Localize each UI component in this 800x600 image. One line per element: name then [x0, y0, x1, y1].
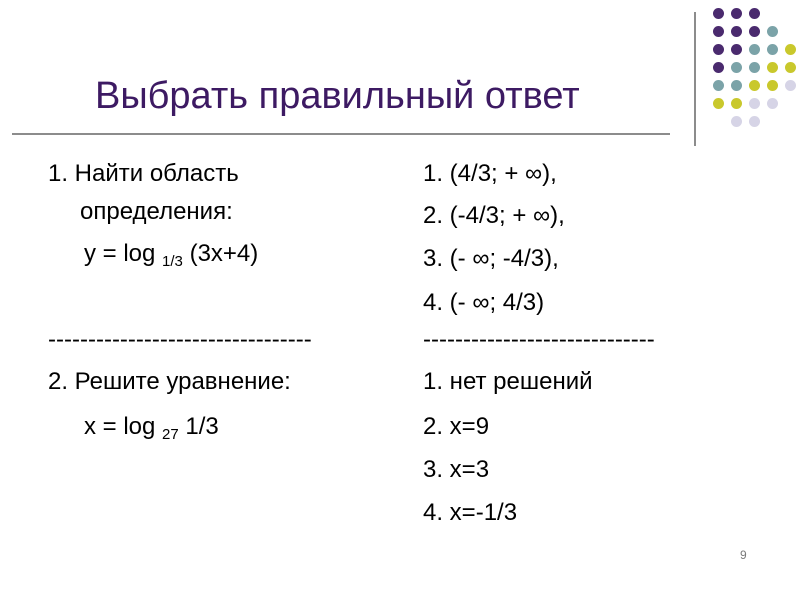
dot-purple — [713, 26, 724, 37]
dot-purple — [713, 44, 724, 55]
separator-right: ----------------------------- — [423, 326, 655, 353]
dot-teal — [731, 80, 742, 91]
formula-argument: 1/3 — [178, 413, 219, 440]
dot-purple — [713, 8, 724, 19]
dot-yellow — [785, 44, 796, 55]
task2-option-4: 4. x=-1/3 — [423, 499, 518, 526]
task2-formula — [84, 413, 219, 441]
dot-yellow — [785, 62, 796, 73]
task1-option-4: 4. (- ∞; 4/3) — [423, 289, 545, 316]
task2-option-1: 1. нет решений — [423, 368, 593, 395]
dot-lavender — [767, 98, 778, 109]
formula-prefix: x = log — [84, 413, 163, 440]
dot-yellow — [731, 98, 742, 109]
dot-purple — [749, 8, 760, 19]
log-base: 1/3 — [162, 253, 183, 270]
dot-teal — [767, 26, 778, 37]
separator-left: --------------------------------- — [48, 326, 312, 353]
dot-teal — [749, 44, 760, 55]
task1-option-3: 3. (- ∞; -4/3), — [423, 245, 559, 272]
log-base: 27 — [162, 426, 179, 443]
task1-formula — [84, 240, 258, 268]
dot-teal — [713, 80, 724, 91]
task2-option-2: 2. x=9 — [423, 413, 490, 440]
task2-line1: 2. Решите уравнение: — [48, 368, 291, 395]
task1-option-1: 1. (4/3; + ∞), — [423, 160, 557, 187]
page-number: 9 — [740, 548, 747, 562]
task2-option-3: 3. x=3 — [423, 456, 490, 483]
dot-purple — [731, 44, 742, 55]
dot-yellow — [767, 62, 778, 73]
task1-line1: 1. Найти область — [48, 160, 239, 187]
dot-yellow — [749, 80, 760, 91]
task1-line2: определения: — [80, 198, 233, 225]
horizontal-rule — [12, 133, 670, 135]
dot-lavender — [749, 98, 760, 109]
dot-purple — [731, 8, 742, 19]
dot-teal — [731, 62, 742, 73]
formula-argument: (3x+4) — [182, 240, 259, 267]
task1-option-2: 2. (-4/3; + ∞), — [423, 202, 565, 229]
dot-lavender — [749, 116, 760, 127]
dot-purple — [749, 26, 760, 37]
decorative-dot-grid — [705, 6, 795, 126]
dot-purple — [713, 62, 724, 73]
dot-yellow — [713, 98, 724, 109]
dot-lavender — [731, 116, 742, 127]
dot-purple — [731, 26, 742, 37]
dot-lavender — [785, 80, 796, 91]
dot-teal — [749, 62, 760, 73]
vertical-rule — [694, 12, 696, 146]
formula-prefix: y = log — [84, 240, 163, 267]
dot-yellow — [767, 80, 778, 91]
slide-title: Выбрать правильный ответ — [95, 75, 580, 117]
dot-teal — [767, 44, 778, 55]
